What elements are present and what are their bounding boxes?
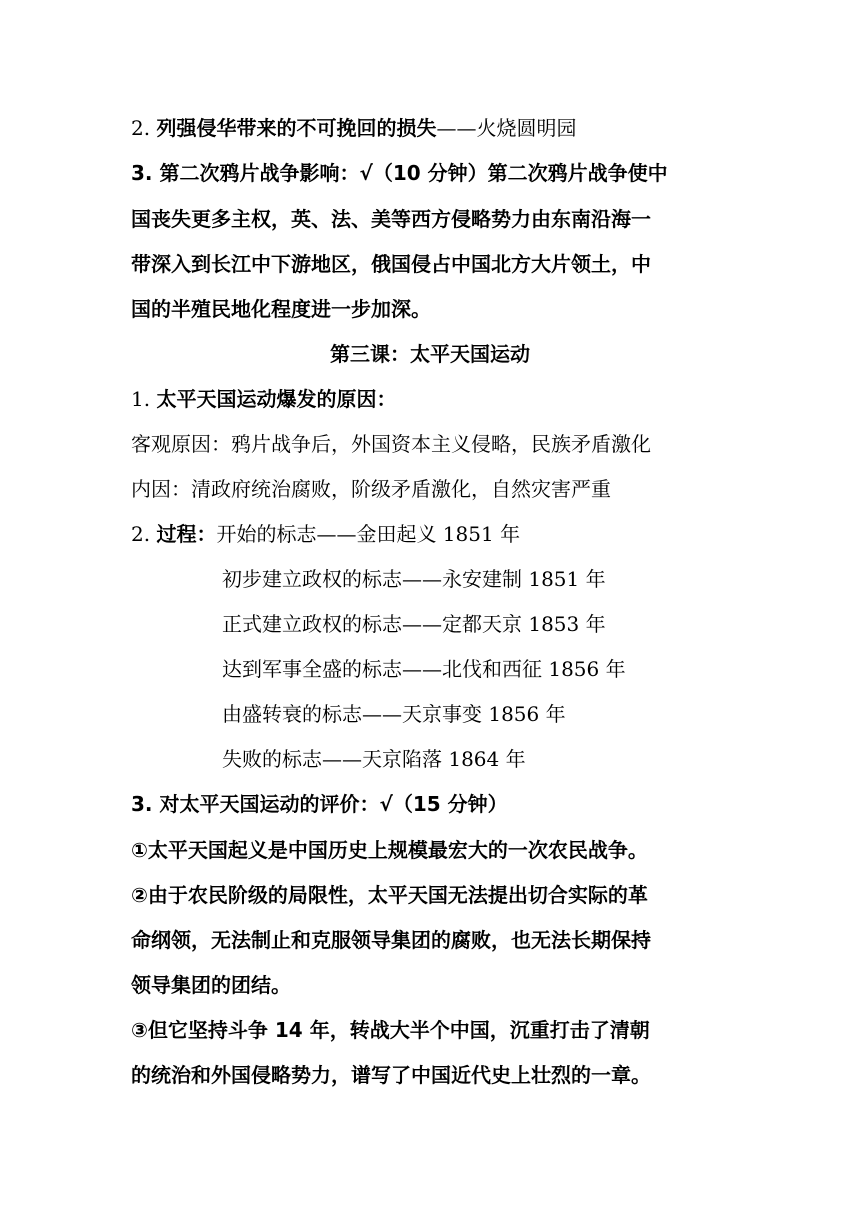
line-impact-2: 国丧失更多主权，英、法、美等西方侵略势力由东南沿海一 xyxy=(131,207,651,231)
line-heading: 过程： xyxy=(156,522,217,546)
line-prefix: 2. xyxy=(131,116,157,140)
line-impact-4: 国的半殖民地化程度进一步加深。 xyxy=(131,297,431,321)
line-process-heading xyxy=(131,522,731,546)
line-heading: 对太平天国运动的评价：√（15 分钟） xyxy=(159,792,508,816)
line-process-item: 初步建立政权的标志——永安建制 1851 年 xyxy=(222,567,606,591)
line-evaluation-1: ①太平天国起义是中国历史上规模最宏大的一次农民战争。 xyxy=(131,838,648,862)
line-evaluation-2-end: 领导集团的团结。 xyxy=(131,973,291,997)
line-impact-3: 带深入到长江中下游地区，俄国侵占中国北方大片领土，中 xyxy=(131,252,651,276)
line-prefix: 2. xyxy=(131,522,157,546)
line-prefix: 3. xyxy=(131,792,160,816)
line-heading: 第二次鸦片战争影响：√（10 分钟）第二次鸦片战争使中 xyxy=(159,161,668,185)
line-process-item: 达到军事全盛的标志——北伐和西征 1856 年 xyxy=(222,657,626,681)
line-objective-cause: 客观原因：鸦片战争后，外国资本主义侵略，民族矛盾激化 xyxy=(131,432,651,456)
line-text: ——火烧圆明园 xyxy=(436,116,577,140)
line-impact-heading xyxy=(131,161,731,185)
line-process-item: 由盛转衰的标志——天京事变 1856 年 xyxy=(222,702,566,726)
line-heading: 太平天国运动爆发的原因： xyxy=(156,387,397,411)
line-evaluation-heading xyxy=(131,792,731,816)
line-evaluation-3: ③但它坚持斗争 14 年，转战大半个中国，沉重打击了清朝 xyxy=(131,1018,650,1042)
line-prefix: 1. xyxy=(131,387,157,411)
line-heading: 列强侵华带来的不可挽回的损失 xyxy=(156,116,437,140)
line-evaluation-2-cont: 命纲领，无法制止和克服领导集团的腐败，也无法长期保持 xyxy=(131,928,651,952)
line-prefix: 3. xyxy=(131,161,160,185)
line-evaluation-2: ②由于农民阶级的局限性，太平天国无法提出切合实际的革 xyxy=(131,883,648,907)
line-process-item: 正式建立政权的标志——定都天京 1853 年 xyxy=(222,612,606,636)
line-text: 开始的标志——金田起义 1851 年 xyxy=(216,522,521,546)
line-causes-heading xyxy=(131,387,731,411)
section-title: 第三课：太平天国运动 xyxy=(330,342,530,366)
line-evaluation-3-cont: 的统治和外国侵略势力，谱写了中国近代史上壮烈的一章。 xyxy=(131,1063,651,1087)
line-process-item: 失败的标志——天京陷落 1864 年 xyxy=(222,747,526,771)
line-loss xyxy=(131,116,731,140)
line-internal-cause: 内因：清政府统治腐败，阶级矛盾激化，自然灾害严重 xyxy=(131,477,611,501)
